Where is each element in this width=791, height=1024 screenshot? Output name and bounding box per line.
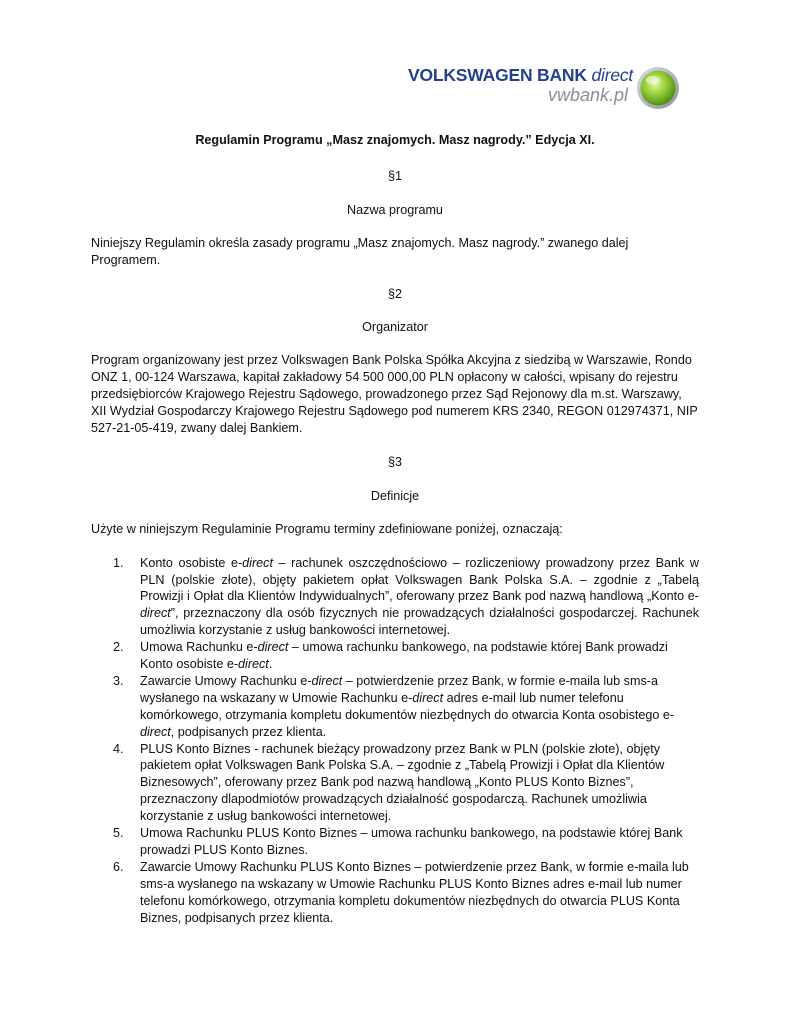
list-item-text: Konto osobiste e-direct – rachunek oszczędnościowo – rozliczeniowy prowadzony przez Bank w PLN (polskie złote), objęty pakietem opłat Volkswagen Bank Polska S.A. – zgodnie z „Tabelą Prowizji i Opłat dla Klientów Indywidualnych”, oferowany przez Bank pod nazwą handlową „Konto e-direct”, przeznaczony dla osób fizycznych nie prowadzących działalności gospodarczej. Rachunek umożliwia korzystanie z usług bankowości internetowej.	[140, 555, 699, 638]
logo-ball-icon	[636, 66, 680, 110]
list-item	[91, 741, 699, 826]
list-item-text: Zawarcie Umowy Rachunku PLUS Konto Biznes – potwierdzenie przez Bank, w formie e-maila lub sms-a wysłanego na wskazany w Umowie Rachunku PLUS Konto Biznes adres e-mail lub numer telefonu komórkowego, otrzymania kompletu dokumentów niezbędnych do otwarcia PLUS Konta Biznes, podpisanych przez klienta.	[140, 859, 689, 925]
list-item-number: 6.	[113, 859, 124, 874]
bank-logo	[408, 64, 680, 112]
logo-wordmark	[408, 65, 633, 86]
logo-url-text: vwbank.pl	[547, 85, 628, 105]
list-item-number: 2.	[113, 640, 124, 655]
list-item-text: Umowa Rachunku e-direct – umowa rachunku bankowego, na podstawie której Bank prowadzi Konto osobiste e-direct.	[140, 640, 668, 672]
list-item-text: Zawarcie Umowy Rachunku e-direct – potwierdzenie przez Bank, w formie e-maila lub sms-a wysłanego na wskazany w Umowie Rachunku e-direct adres e-mail lub numer telefonu komórkowego, otrzymania kompletu dokumentów niezbędnych do otwarcia Konta osobistego e-direct, podpisanych przez klienta.	[140, 673, 675, 739]
list-item-number: 3.	[113, 673, 124, 688]
list-item	[91, 859, 699, 927]
section-3-number: §3	[387, 454, 402, 469]
section-2-text: Program organizowany jest przez Volkswagen Bank Polska Spółka Akcyjna z siedzibą w Warszawie, Rondo ONZ 1, 00-124 Warszawa, kapitał zakładowy 54 500 000,00 PLN opłacony w całości, wpisany do rejestru przedsiębiorców Krajowego Rejestru Sądowego, prowadzonego przez Sąd Rejonowy dla m.st. Warszawy, XII Wydział Gospodarczy Krajowego Rejestru Sądowego pod numerem KRS 2340, REGON 012974371, NIP 527-21-05-419, zwany dalej Bankiem.	[91, 353, 698, 435]
document-title: Regulamin Programu „Masz znajomych. Masz nagrody.” Edycja XI.	[195, 133, 595, 147]
list-item-text: PLUS Konto Biznes - rachunek bieżący prowadzony przez Bank w PLN (polskie złote), objęty pakietem opłat Volkswagen Bank Polska S.A. – zgodnie z „Tabelą Prowizji i Opłat dla Klientów Biznesowych”, oferowany przez Bank pod nazwą handlową „Konto PLUS Konto Biznes”, przeznaczony dlapodmiotów prowadzących działalność gospodarczą. Rachunek umożliwia korzystanie z usług bankowości internetowej.	[140, 741, 665, 824]
section-1-text: Niniejszy Regulamin określa zasady programu „Masz znajomych. Masz nagrody.” zwanego dalej Programem.	[91, 235, 629, 267]
list-item	[91, 555, 699, 640]
section-3-heading: Definicje	[370, 488, 420, 503]
list-item-number: 4.	[113, 741, 124, 756]
section-2-heading: Organizator	[362, 320, 428, 335]
list-item	[91, 639, 699, 673]
list-item-number: 1.	[113, 555, 124, 570]
list-item-number: 5.	[113, 826, 124, 841]
section-2-number: §2	[387, 286, 402, 301]
section-1-number: §1	[387, 168, 402, 183]
logo-main-text: VOLKSWAGEN BANK	[408, 65, 587, 85]
list-item-text: Umowa Rachunku PLUS Konto Biznes – umowa rachunku bankowego, na podstawie której Bank prowadzi PLUS Konto Biznes.	[140, 826, 683, 857]
document-body	[91, 132, 699, 927]
list-item	[91, 673, 699, 741]
list-item	[91, 825, 699, 859]
logo-direct-text: direct	[591, 65, 634, 85]
definitions-list	[91, 555, 699, 927]
section-1-heading: Nazwa programu	[347, 202, 443, 217]
section-3-intro: Użyte w niniejszym Regulaminie Programu terminy zdefiniowane poniżej, oznaczają:	[91, 521, 563, 536]
